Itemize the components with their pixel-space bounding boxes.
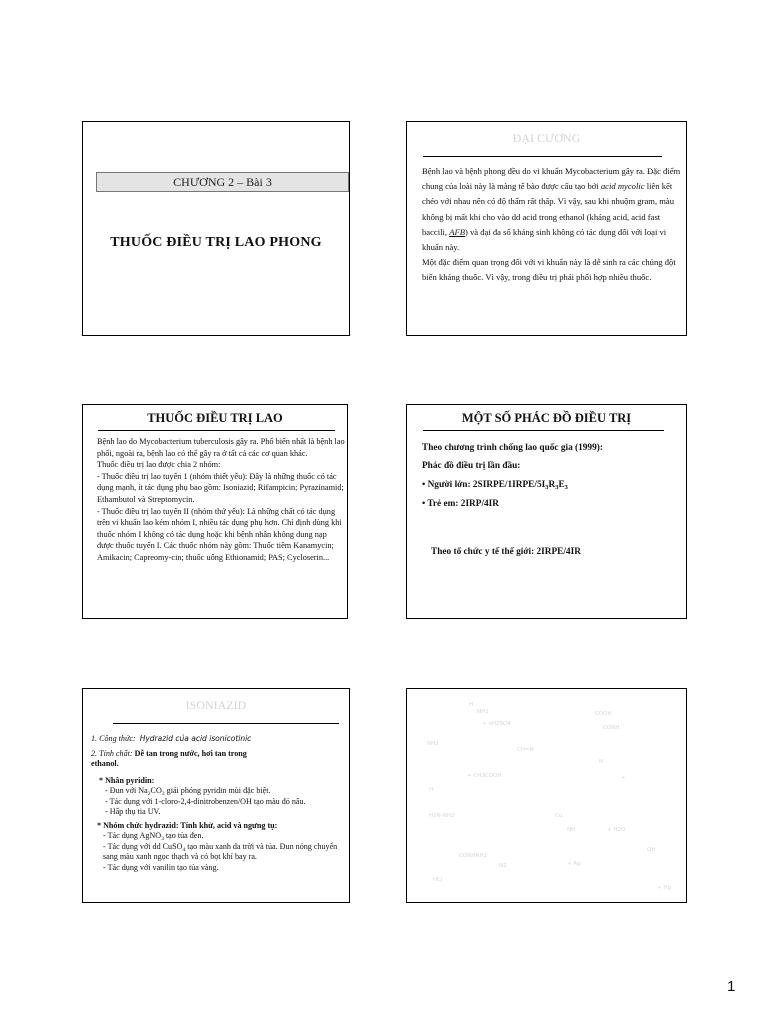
chem-fragment: H <box>429 787 434 793</box>
text-run: Bệnh lao và bệnh phong đều do vi khuẩn Mycobacterium gây ra. Đặc điểm chung của loài này là màng tế bào được cấu tạo bởi <box>422 166 681 192</box>
chem-fragment: + CH3COOH <box>467 773 502 779</box>
chapter-label: CHƯƠNG 2 – Bài 3 <box>96 172 349 192</box>
property-text: Dễ tan trong nước, hơi tan trong ethanol. <box>91 748 247 768</box>
chem-fragment: CONHNH2 <box>459 853 488 859</box>
pyridine-section <box>91 776 349 818</box>
property-row <box>91 749 349 770</box>
adult-regimen: • Người lớn: $2SIRPE/1IRPE/5I_3R_3E_3$ <box>422 480 568 491</box>
slide-regimens <box>406 404 687 619</box>
list-item: - Thuốc điều trị lao tuyến 1 (nhóm thiết yếu): Đây là những thuốc có tác dụng mạnh, ít tác dụng phụ bao gồm: Isoniazid; Rifampicin; Pyrazinamid; Ethambutol và Streptomycin. <box>97 471 344 504</box>
chem-fragment: H2N-NH2 <box>429 813 455 819</box>
page-number: 1 <box>727 978 736 995</box>
heading-rule <box>98 430 335 431</box>
chem-fragment: N2 <box>499 863 507 869</box>
text-run: ) và đại đa số kháng sinh không có tác dụng đối với loại vi khuẩn này. <box>422 226 667 253</box>
formula-row <box>91 734 349 745</box>
overview-paragraph-2: Một đặc điểm quan trọng đối với vi khuẩn này là dễ sinh ra các chủng đột biến kháng thuốc. Vì vậy, trong điều trị phải phối hợp nhiều thuốc. <box>422 257 676 283</box>
chem-fragment: CONH <box>603 725 620 731</box>
who-regimen: Theo tổ chức y tế thế giới: 2IRPE/4IR <box>431 547 581 557</box>
chem-fragment: + Hg <box>657 885 671 891</box>
slide-title <box>82 121 350 336</box>
chem-fragment: N <box>599 759 604 765</box>
slide-overview <box>406 121 687 336</box>
document-title: THUỐC ĐIỀU TRỊ LAO PHONG <box>110 235 322 250</box>
list-item: - Đun với $Na_2CO_3$ giải phóng pyridin mùi đặc biệt. <box>105 786 271 797</box>
chem-fragment: H <box>469 702 474 708</box>
isoniazid-body <box>91 734 349 873</box>
text-run: • Người lớn: <box>422 480 473 490</box>
chem-fragment: NH2 <box>427 741 439 747</box>
paragraph: Thuốc điều trị lao được chia 2 nhóm: <box>97 460 221 470</box>
list-item: - Tác dụng với dd CuSO$_4$ tạo màu xanh da trời và tủa. Đun nóng chuyển sang màu xanh ngọc thạch và có bọt khí bay ra. <box>103 841 338 861</box>
slide-heading: THUỐC ĐIỀU TRỊ LAO <box>147 411 283 425</box>
hydrazid-section <box>91 821 349 874</box>
field-label: 2. Tính chất: <box>91 748 133 758</box>
chem-fragment: HCl <box>433 877 443 883</box>
section-heading: * Nhóm chức hydrazid: Tính khử, acid và ngưng tụ: <box>97 820 278 830</box>
list-item: - Tác dụng AgNO$_3$ tạo tủa đen. <box>103 831 204 842</box>
section-heading: * Nhân pyridin: <box>99 775 155 785</box>
chem-fragment: OH <box>647 847 656 853</box>
program-line: Theo chương trình chống lao quốc gia (1999): <box>422 443 603 453</box>
slide-isoniazid <box>82 688 350 903</box>
underlined-term: AFB <box>449 226 465 237</box>
child-regimen: • Trẻ em: 2IRP/4IR <box>422 499 500 509</box>
regimen-heading: Phác đồ điều trị lần đầu: <box>422 461 521 471</box>
list-item: - Tác dụng với 1-cloro-2,4-dinitrobenzen/OH tạo màu đỏ nâu. <box>105 796 306 806</box>
list-item: - Tác dụng với vanilin tạo tủa vàng. <box>103 862 219 872</box>
slide-heading: ĐẠI CƯƠNG <box>512 131 581 145</box>
heading-rule <box>423 430 664 431</box>
overview-body <box>422 164 684 286</box>
chem-fragment: NH2 <box>477 709 489 715</box>
field-label: 1. Công thức: <box>91 734 136 743</box>
tb-drugs-body <box>97 436 345 564</box>
heading-rule <box>113 723 339 724</box>
paragraph: Bệnh lao do Mycobacterium tuberculosis gây ra. Phổ biến nhất là bệnh lao phổi, ngoài ra, bệnh lao có thể gây ra ở tất cả các cơ quan khác. <box>97 437 345 458</box>
slide-heading: MỘT SỐ PHÁC ĐỒ ĐIỀU TRỊ <box>461 411 632 425</box>
overview-paragraph-1 <box>422 164 684 255</box>
list-item: - Hấp thụ tia UV. <box>105 807 161 816</box>
chem-fragment: + <box>621 775 626 781</box>
chem-fragment: + nH2SO4 <box>482 721 511 727</box>
text-run: liên kết chéo với nhau nên có độ thấm rất thấp. Vì vậy, sau khi nhuộm gram, màu không bị mất khi cho vào dd acid trong ethanol (kháng acid, acid fast baccili, <box>422 181 675 237</box>
formula-text: Hydrazid của acid isonicotinic <box>139 734 252 743</box>
list-item: - Thuốc điều trị lao tuyến II (nhóm thứ yếu): Là những chất có tác dụng trên vi khuẩn lao kém nhóm I, nhiều tác dụng phụ hơn. Chỉ định dùng khi thuốc nhóm I không có tác dụng hoặc khi bệnh nhân không dung nạp được thuốc tuyến I. Các thuốc nhóm này gồm: Thuốc tiêm Kanamycin; Amikacin; Capreomy-cin; thuốc uống Ethionamid; PAS; Cycloserin... <box>97 506 342 562</box>
emphasis-text: acid mycolic <box>600 181 645 192</box>
chem-fragment: Cu <box>555 813 563 819</box>
chem-fragment: COOH <box>595 711 612 717</box>
chem-fragment: NH <box>567 827 576 833</box>
chem-fragment: CH=N <box>517 747 534 753</box>
slide-heading: ISONIAZID <box>185 698 247 712</box>
chem-fragment: + Ag <box>567 861 581 867</box>
slide-tb-drugs <box>82 404 348 619</box>
chem-fragment: + H2O <box>607 827 626 833</box>
heading-rule <box>423 156 662 157</box>
slide-reactions <box>406 688 687 903</box>
